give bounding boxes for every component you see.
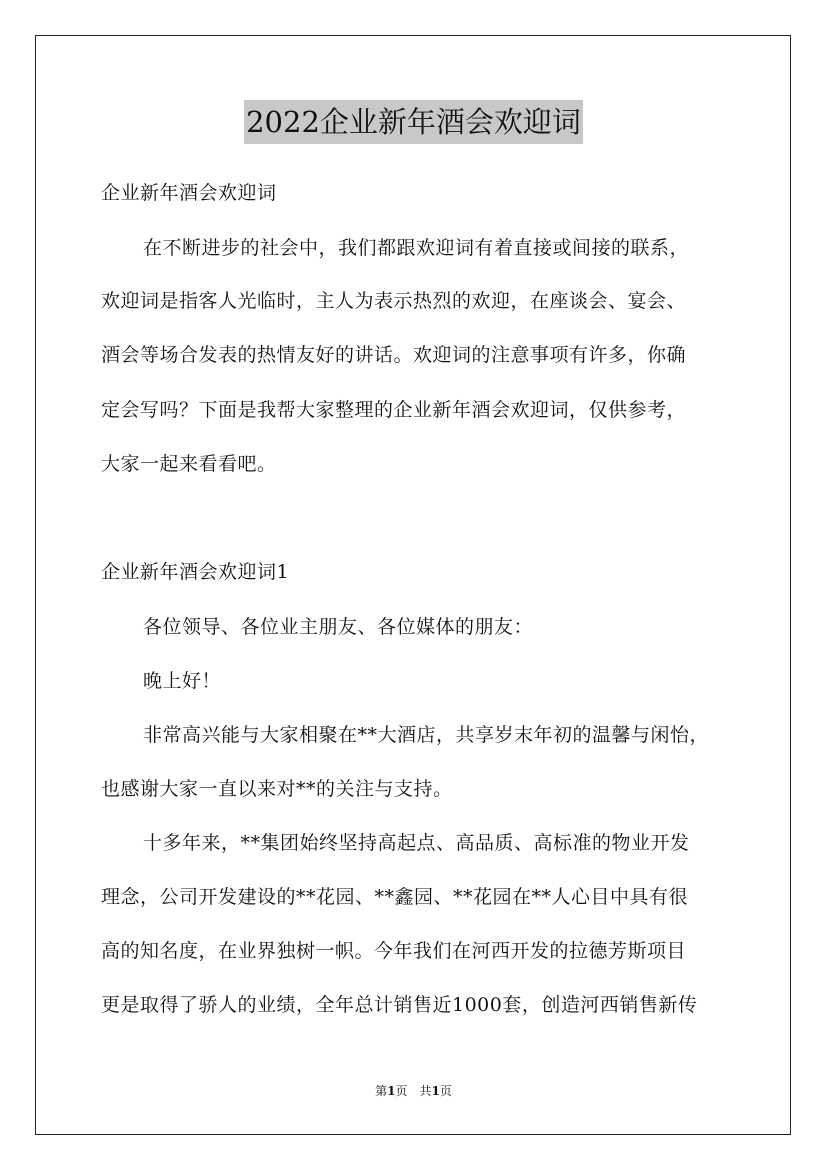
page-footer: [0, 1082, 827, 1100]
intro-line-5: 大家一起来看看吧。: [101, 453, 277, 475]
intro-line-3: 酒会等场合发表的热情友好的讲话。欢迎词的注意事项有许多，你确: [101, 344, 687, 366]
section-heading: 企业新年酒会欢迎词1: [101, 561, 290, 583]
intro-line-1: 在不断进步的社会中，我们都跟欢迎词有着直接或间接的联系，: [143, 237, 690, 259]
footer-prefix: 第: [375, 1084, 388, 1098]
body-line-7: 高的知名度，在业界独树一帜。今年我们在河西开发的拉德芳斯项目: [101, 940, 687, 962]
document-title: 2022企业新年酒会欢迎词: [244, 100, 583, 144]
title-container: [0, 100, 827, 144]
body-line-2: 晚上好！: [143, 670, 222, 692]
footer-suffix: 页: [439, 1084, 452, 1098]
intro-line-2: 欢迎词是指客人光临时，主人为表示热烈的欢迎，在座谈会、宴会、: [101, 290, 687, 312]
footer-total-pages: 1: [431, 1084, 440, 1098]
body-line-3: 非常高兴能与大家相聚在**大酒店，共享岁末年初的温馨与闲怡，: [143, 724, 710, 746]
footer-mid: 页 共: [395, 1084, 432, 1098]
footer-page-number: 1: [387, 1084, 396, 1098]
body-line-6: 理念，公司开发建设的**花园、**鑫园、**花园在**人心目中具有很: [101, 886, 689, 908]
body-line-4: 也感谢大家一直以来对**的关注与支持。: [101, 778, 453, 800]
document-subtitle: 企业新年酒会欢迎词: [101, 182, 277, 204]
body-line-1: 各位领导、各位业主朋友、各位媒体的朋友：: [143, 616, 534, 638]
body-line-8: 更是取得了骄人的业绩，全年总计销售近1000套，创造河西销售新传: [101, 994, 698, 1016]
intro-line-4: 定会写吗？下面是我帮大家整理的企业新年酒会欢迎词，仅供参考，: [101, 399, 687, 421]
body-line-5: 十多年来，**集团始终坚持高起点、高品质、高标准的物业开发: [143, 832, 690, 854]
